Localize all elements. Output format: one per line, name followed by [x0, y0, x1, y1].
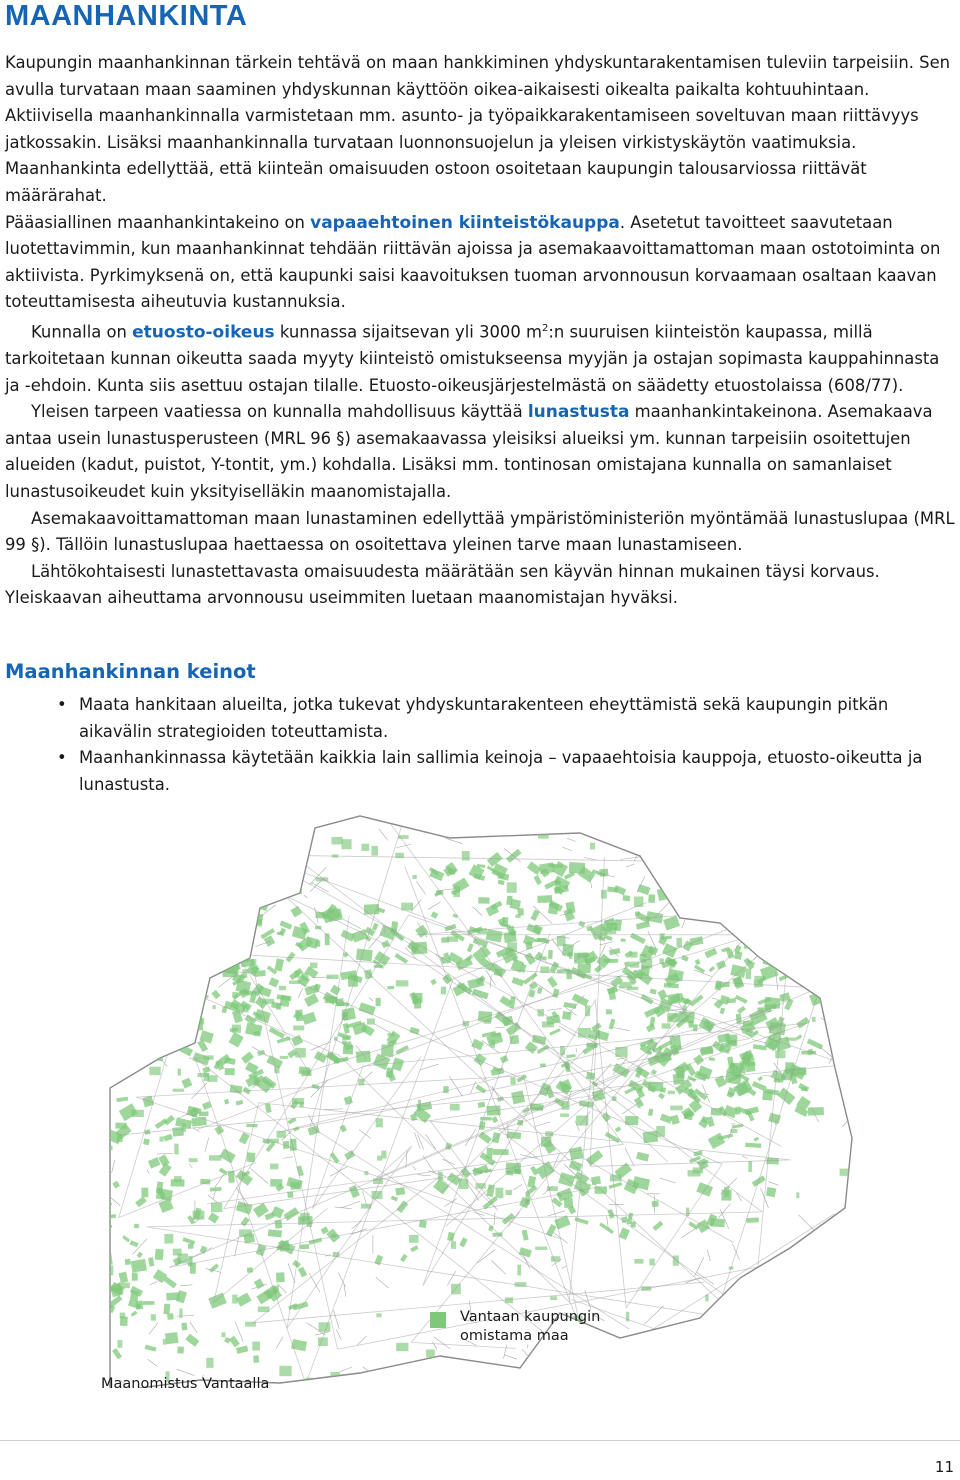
page-title: MAANHANKINTA [5, 0, 248, 32]
map-caption: Maanomistus Vantaalla [101, 1376, 270, 1392]
compensation-paragraph: Lähtökohtaisesti lunastettavasta omaisuudesta määrätään sen käyvän hinnan mukainen täysi korvaus. Yleiskaavan aiheuttama arvonnousu useimmiten luetaan maanomistajan hyväksi. [5, 561, 880, 608]
expropriation-paragraph: Yleisen tarpeen vaatiessa on kunnalla mahdollisuus käyttää lunastusta maanhankintakeinona. Asemakaava antaa usein lunastusperusteen (MRL 96 §) asemakaavassa yleisiksi alueiksi ym. kunnan tarpeisiin osoitettujen alueiden (kadut, puistot, Y-tontit, ym.) kohdalla. Lisäksi mm. tontinosan omistajana kunnalla on samanlaiset lunastusoikeudet kuin yksityiselläkin maanomistajalla. [5, 402, 933, 501]
voluntary-purchase-paragraph: Pääasiallinen maanhankintakeino on vapaaehtoinen kiinteistökauppa. Asetetut tavoitteet saavutetaan luotettavimmin, kun maanhankinnat tehdään riittävän ajoissa ja asemakaavoittamattoman maan ostotoiminta on aktiivista. Pyrkimyksenä on, että kaupunki saisi kaavoituksen tuoman arvonnousun korvaamaan osaltaan kaavan toteuttamisesta aiheutuvia kustannuksia. [5, 212, 941, 312]
page-number: 11 [934, 1458, 954, 1476]
legend-label: Vantaan kaupungin omistama maa [460, 1309, 601, 1344]
intro-paragraph: Kaupungin maanhankinnan tärkein tehtävä on maan hankkiminen yhdyskuntarakentamisen tuleviin tarpeisiin. Sen avulla turvataan maan saaminen yhdyskunnan käyttöön oikea-aikaisesti oikealta paikalta kohtuuhintaan. Aktiivisella maanhankinnalla varmistetaan mm. asunto- ja työpaikkarakentamiseen soveltuvan maan riittävyys jatkossakin. Lisäksi maanhankinnalla turvataan luonnonsuojelun ja yleisen virkistyskäytön vaatimuksia. Maanhankinta edellyttää, että kiinteän omaisuuden ostoon osoitetaan kaupungin talousarviossa riittävät määrärahat. [5, 53, 951, 205]
highlight-voluntary-purchase: vapaaehtoinen kiinteistökauppa [310, 212, 620, 233]
vantaa-map-graphic [100, 808, 860, 1388]
body-text [5, 50, 955, 612]
highlight-expropriation: lunastusta [527, 402, 630, 423]
list-item: • Maanhankinnassa käytetään kaikkia lain sallimia keinoja – vapaaehtoisia kauppoja, etuosto-oikeutta ja lunastusta. [57, 748, 923, 794]
map-legend [430, 1308, 620, 1346]
pre-emption-paragraph: Kunnalla on etuosto-oikeus kunnassa sijaitsevan yli 3000 $m^2:n$ suuruisen kiinteistön kaupassa, millä tarkoitetaan kunnan oikeutta saada myyty kiinteistö omistukseensa myyjän ja ostajan sopimasta kauppahinnasta ja -ehdoin. Kunta siis asettuu ostajan tilalle. Etuosto-oikeusjärjestelmästä on säädetty etuostolaissa (608/77). [5, 322, 940, 395]
methods-list [57, 692, 937, 798]
expropriation-permit-paragraph: Asemakaavoittamattoman maan lunastaminen edellyttää ympäristöministeriön myöntämää lunastuslupaa (MRL 99 §). Tällöin lunastuslupaa haettaessa on osoitettava yleinen tarve maan lunastamiseen. [5, 508, 955, 555]
land-ownership-map [100, 808, 860, 1388]
section-heading: Maanhankinnan keinot [5, 660, 256, 683]
footer-divider [0, 1440, 960, 1441]
highlight-pre-emption: etuosto-oikeus [132, 322, 275, 343]
list-item: • Maata hankitaan alueilta, jotka tukevat yhdyskuntarakenteen eheyttämistä sekä kaupungin pitkän aikavälin strategioiden toteuttamista. [57, 695, 889, 741]
legend-swatch [430, 1312, 446, 1328]
